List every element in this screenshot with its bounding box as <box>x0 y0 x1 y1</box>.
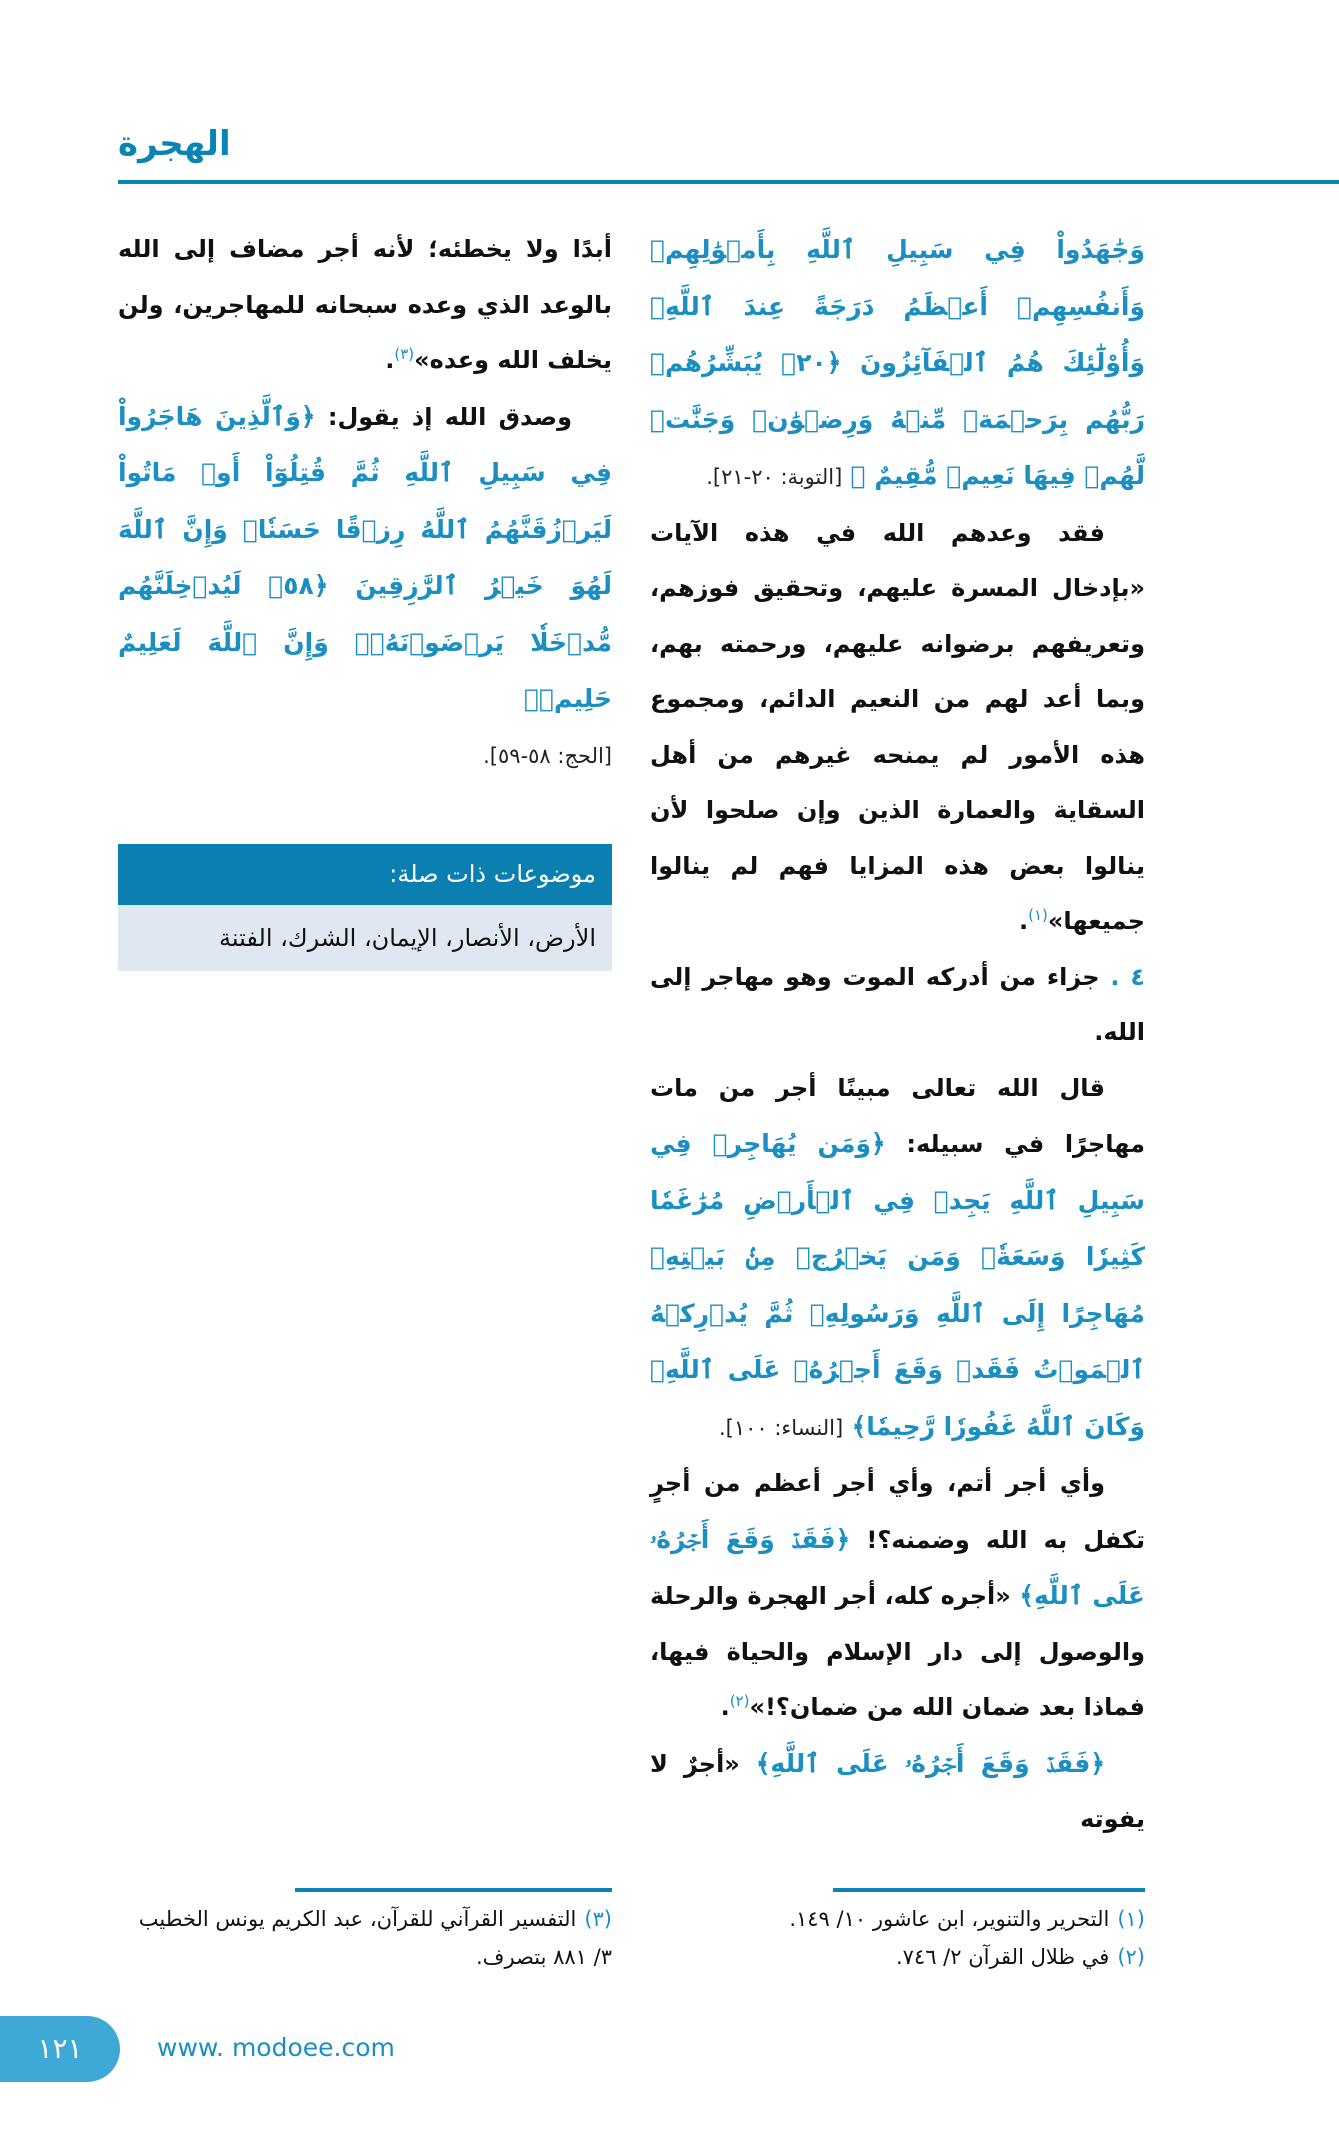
verse-block <box>650 222 1145 506</box>
page-number: ١٢١ <box>0 2016 120 2082</box>
paragraph-text: وأي أجر أتم، وأي أجر أعظم من أجرٍ تكفل به الله وضمنه؟! <box>650 1469 1145 1554</box>
footnotes-left <box>118 1888 612 1976</box>
paragraph-text: «أجره كله، أجر الهجرة والرحلة والوصول إلى دار الإسلام والحياة فيها، فماذا بعد ضمان الله من ضمان؟!» <box>650 1582 1145 1721</box>
verse-reference-line <box>118 728 612 785</box>
header-rule <box>118 180 1339 184</box>
footnote-ref[interactable]: (١) <box>1028 906 1048 924</box>
book-logo: الهجرة <box>118 124 231 164</box>
related-topics-list[interactable]: الأرض، الأنصار، الإيمان، الشرك، الفتنة <box>118 905 612 971</box>
paragraph: فقد وعدهم الله في هذه الآيات «بإدخال المسرة عليهم، وتحقيق فوزهم، وتعريفهم برضوانه عليهم، ورحمته بهم، وبما أعد لهم من النعيم الدائم، ومجموع هذه الأمور لم يمنحه غيرهم من أهل السقاية والعمارة الذين وإن صلحوا لأن ينالوا بعض هذه المزايا فهم لم ينالوا جميعها»$^{(١)}$. <box>650 518 1145 935</box>
related-topics-box <box>118 844 612 971</box>
heading-text: جزاء من أدركه الموت وهو مهاجر إلى الله. <box>650 962 1145 1046</box>
paragraph: وأي أجر أتم، وأي أجر أعظم من أجرٍ تكفل به الله وضمنه؟! ﴿فَقَدۡ وَقَعَ أَجۡرُهُۥ عَلَى ٱللَّهِ﴾ «أجره كله، أجر الهجرة والرحلة والوصول إلى دار الإسلام والحياة فيها، فماذا بعد ضمان الله من ضمان؟!»$^{(٢)}$. <box>650 1469 1145 1721</box>
paragraph <box>650 1736 1145 1848</box>
website-link[interactable]: www. modoee.com <box>157 2032 395 2062</box>
footnote-2 <box>650 1938 1145 1976</box>
footnote-text: التفسير القرآني للقرآن، عبد الكريم يونس الخطيب ٣/ ٨٨١ بتصرف. <box>138 1906 612 1969</box>
verse-reference: [الحج: ٥٨-٥٩]. <box>483 743 612 768</box>
page-footer <box>0 2016 1339 2082</box>
paragraph-text: قال الله تعالى مبينًا أجر من مات مهاجرًا في سبيله: <box>650 1073 1146 1158</box>
footnote-ref[interactable]: (٢) <box>729 1692 750 1710</box>
quran-verse: ﴿فَقَدۡ وَقَعَ أَجۡرُهُۥ عَلَى ٱللَّهِ﴾ <box>755 1748 1105 1778</box>
footnote-text: في ظلال القرآن ٢/ ٧٤٦. <box>895 1944 1110 1969</box>
right-column <box>650 222 1145 1848</box>
section-heading <box>650 950 1145 1061</box>
footnotes <box>118 1888 1145 1976</box>
verse-reference: [النساء: ١٠٠]. <box>718 1415 844 1440</box>
paragraph: أبدًا ولا يخطئه؛ لأنه أجر مضاف إلى الله بالوعد الذي وعده سبحانه للمهاجرين، ولن يخلف الله وعده»$^{(٣)}$. <box>118 235 612 374</box>
paragraph-text: «أجرٌ لا يفوته <box>650 1749 1145 1833</box>
columns <box>118 222 1145 1848</box>
page-body <box>118 0 1145 1976</box>
quran-verse: ﴿فَقَدۡ وَقَعَ أَجۡرُهُۥ عَلَى ٱللَّهِ﴾ <box>650 1524 1145 1610</box>
paragraph-text: أبدًا ولا يخطئه؛ لأنه أجر مضاف إلى الله بالوعد الذي وعده سبحانه للمهاجرين، ولن يخلف الله وعده» <box>118 235 612 374</box>
quran-verse: ﴿وَٱلَّذِينَ هَاجَرُواْ فِي سَبِيلِ ٱللَّهِ ثُمَّ قُتِلُوٓاْ أَوۡ مَاتُواْ لَيَرۡزُقَنَّهُمُ ٱللَّهُ رِزۡقًا حَسَنٗاۚ وَإِنَّ ٱللَّهَ لَهُوَ خَيۡرُ ٱلرَّٰزِقِينَ ﴿٥٨﴾ لَيُدۡخِلَنَّهُم مُّدۡخَلٗا يَرۡضَوۡنَهُۥۚ وَإِنَّ ٱللَّهَ لَعَلِيمٌ حَلِيمٞ﴾ <box>118 401 613 713</box>
footnote-mark: (١) <box>1117 1906 1145 1931</box>
paragraph-text: فقد وعدهم الله في هذه الآيات «بإدخال المسرة عليهم، وتحقيق فوزهم، وتعريفهم برضوانه عليهم، ورحمته بهم، وبما أعد لهم من النعيم الدائم، ومجموع هذه الأمور لم يمنحه غيرهم من أهل السقاية والعمارة الذين وإن صلحوا لأن ينالوا بعض هذه المزايا فهم لم ينالوا جميعها» <box>650 518 1145 935</box>
footnote-mark: (٣) <box>584 1906 612 1931</box>
quran-verse: وَجَٰهَدُواْ فِي سَبِيلِ ٱللَّهِ بِأَمۡوَٰلِهِمۡ وَأَنفُسِهِمۡ أَعۡظَمُ دَرَجَةً عِندَ ٱللَّهِۚ وَأُوْلَٰٓئِكَ هُمُ ٱلۡفَآئِزُونَ ﴿٢٠﴾ يُبَشِّرُهُمۡ رَبُّهُم بِرَحۡمَةٖ مِّنۡهُ وَرِضۡوَٰنٖ وَجَنَّٰتٖ لَّهُمۡ فِيهَا نَعِيمٞ مُّقِيمٌ ﴾ <box>650 235 1146 490</box>
quran-verse: ﴿وَمَن يُهَاجِرۡ فِي سَبِيلِ ٱللَّهِ يَجِدۡ فِي ٱلۡأَرۡضِ مُرَٰغَمٗا كَثِيرٗا وَسَعَةٗۚ وَمَن يَخۡرُجۡ مِنۢ بَيۡتِهِۦ مُهَاجِرًا إِلَى ٱللَّهِ وَرَسُولِهِۦ ثُمَّ يُدۡرِكۡهُ ٱلۡمَوۡتُ فَقَدۡ وَقَعَ أَجۡرُهُۥ عَلَى ٱللَّهِۗ وَكَانَ ٱللَّهُ غَفُورٗا رَّحِيمٗا﴾ <box>650 1129 1145 1441</box>
heading-number: ٤ . <box>1110 962 1145 991</box>
footnote-text: التحرير والتنوير، ابن عاشور ١٠/ ١٤٩. <box>789 1906 1110 1931</box>
verse-reference: [التوبة: ٢٠-٢١]. <box>706 465 843 489</box>
related-topics-title: موضوعات ذات صلة: <box>118 844 612 905</box>
paragraph <box>118 389 612 728</box>
footnote-ref[interactable]: (٣) <box>394 345 415 363</box>
footnote-1 <box>650 1900 1145 1938</box>
footnote-3 <box>118 1900 612 1976</box>
left-column <box>118 222 612 971</box>
paragraph-text: وصدق الله إذ يقول: <box>327 402 572 431</box>
footnotes-right <box>650 1888 1145 1976</box>
footnote-mark: (٢) <box>1117 1944 1145 1969</box>
paragraph <box>650 1061 1145 1457</box>
